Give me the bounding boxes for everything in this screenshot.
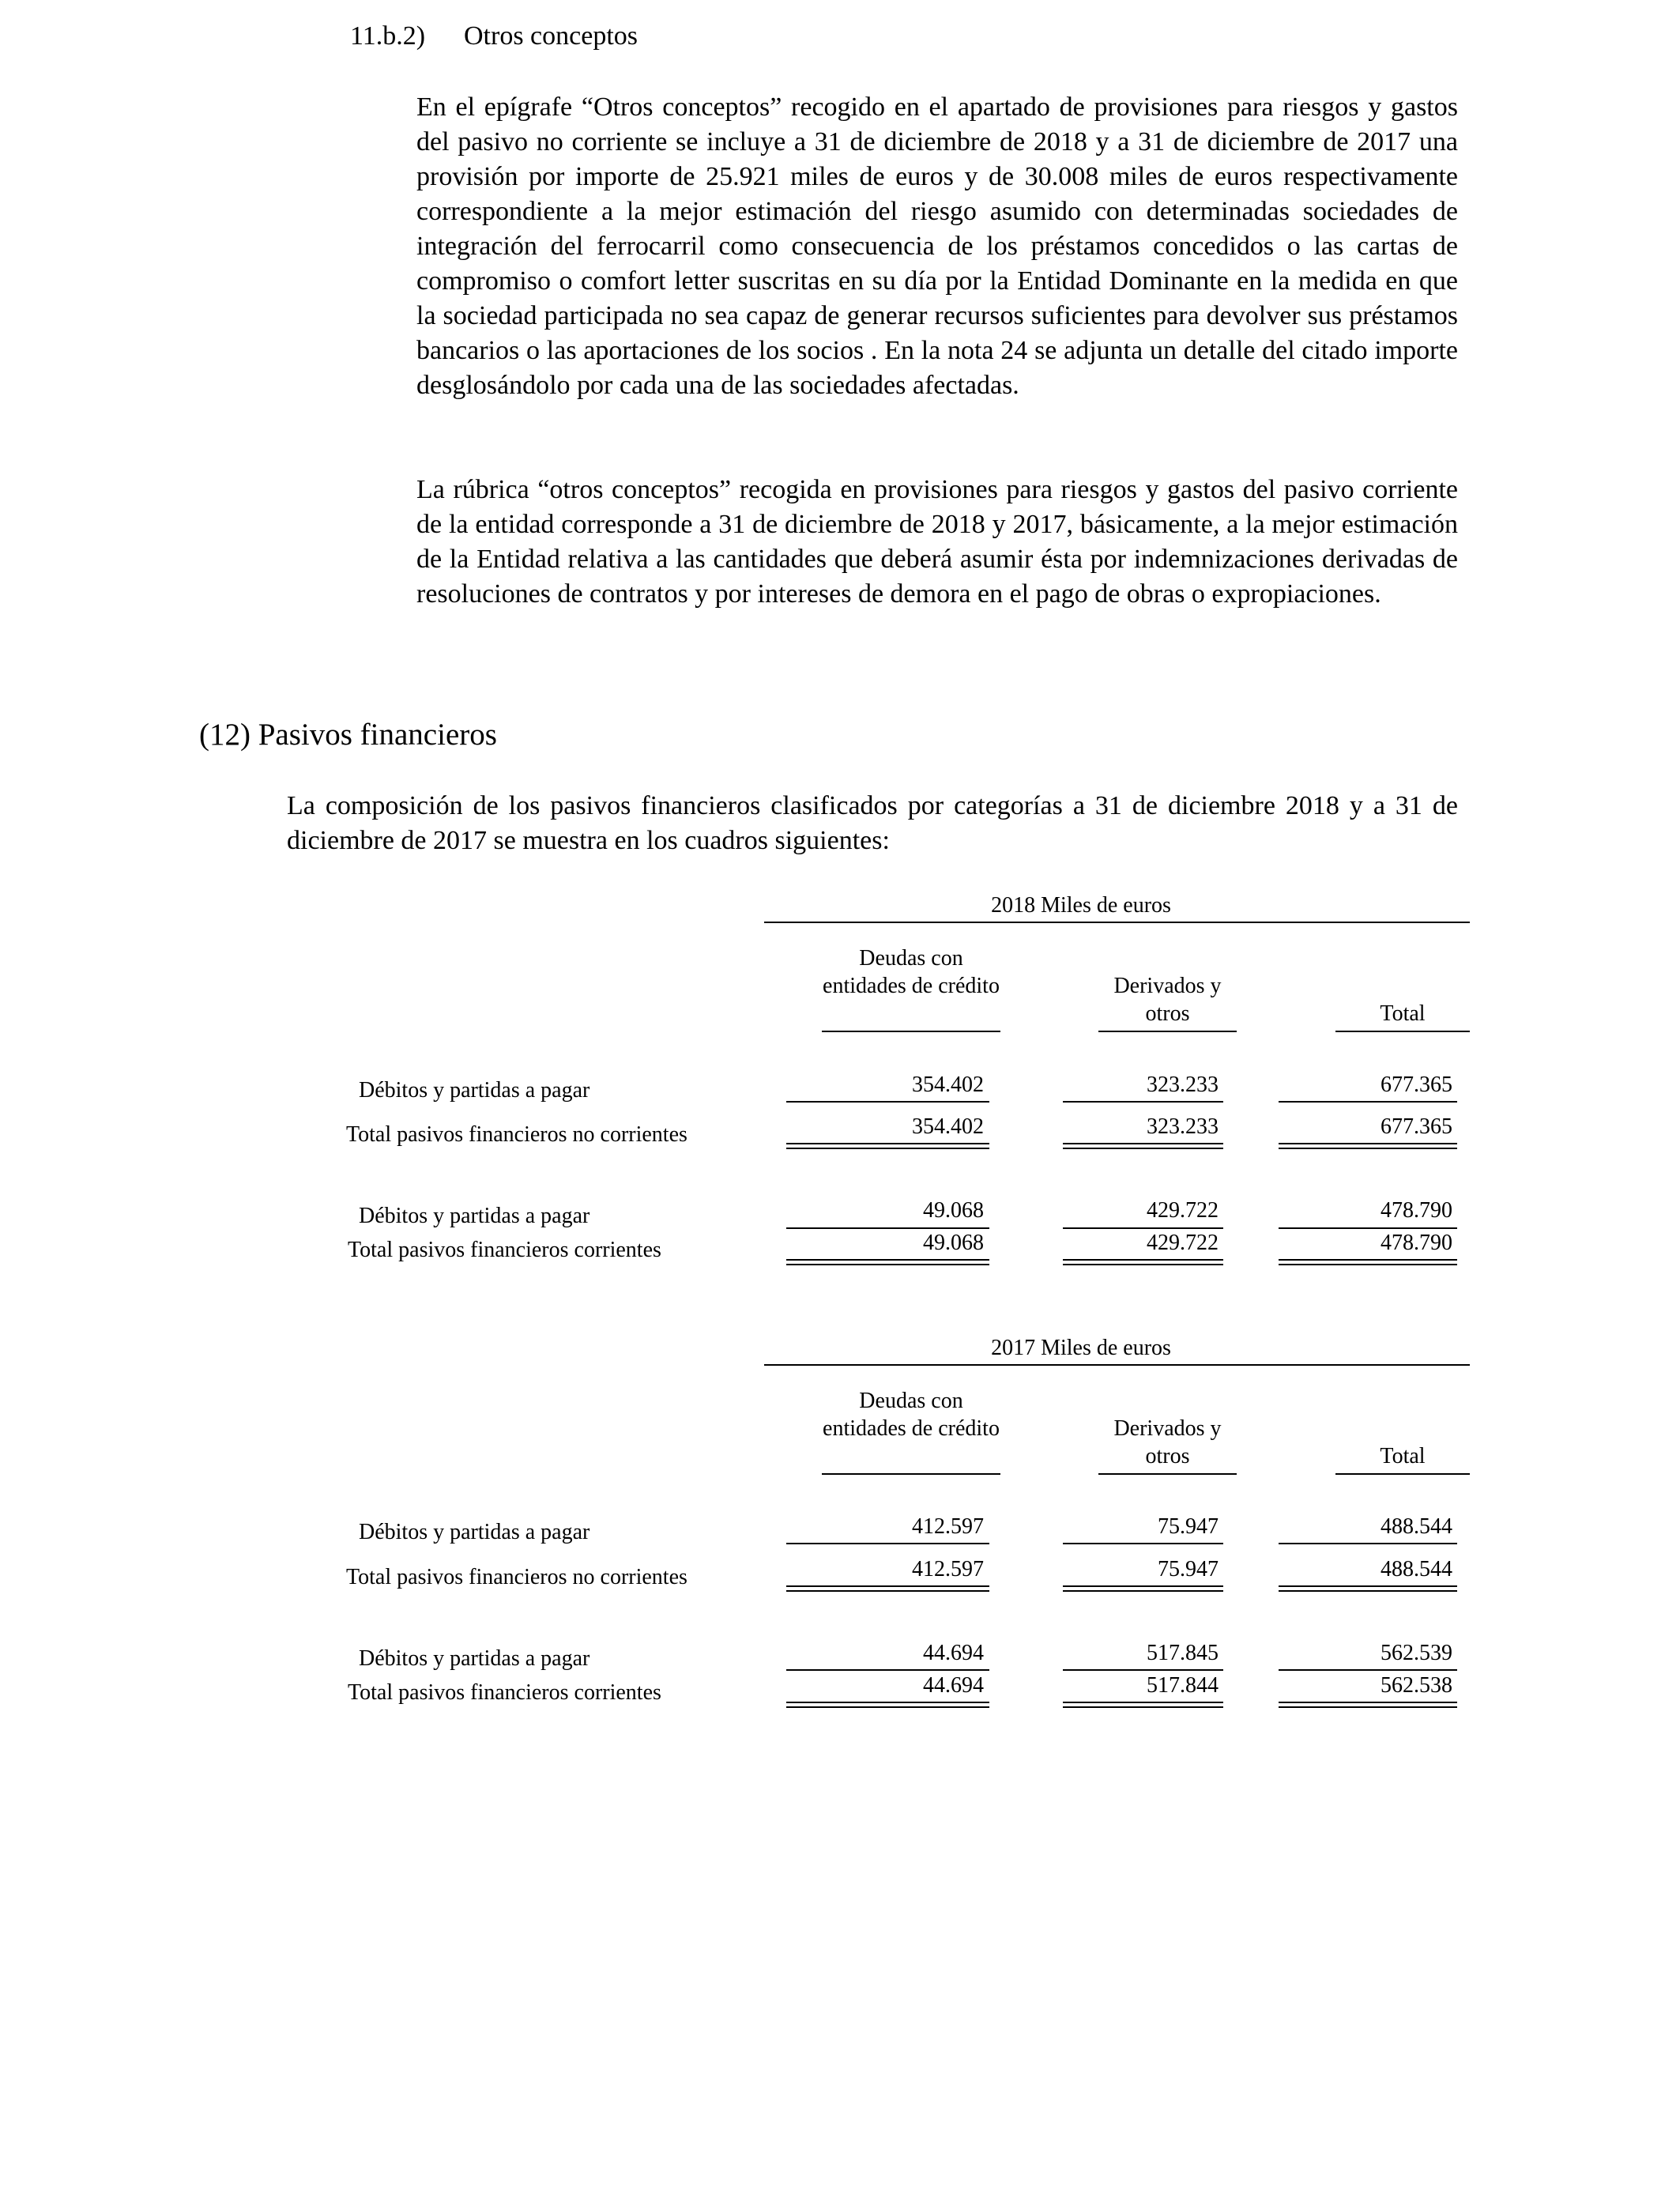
- total-double-rule: [1279, 1702, 1457, 1708]
- paragraph-otros-conceptos-2: La rúbrica “otros conceptos” recogida en provisiones para riesgos y gastos del pasivo corriente de la entidad corresponde a 31 de diciembre de 2018 y 2017, básicamente, a la mejor estimación de la Entidad relativa a las cantidades que deberá asumir ésta por indemnizaciones derivadas de resoluciones de contratos y por intereses de demora en el pago de obras o expropiaciones.: [416, 475, 1458, 609]
- total-double-rule: [786, 1585, 989, 1592]
- table-title-2017: 2017 Miles de euros: [991, 1336, 1171, 1360]
- paragraph-otros-conceptos-1: En el epígrafe “Otros conceptos” recogido en el apartado de provisiones para riesgos y gastos del pasivo no corriente se incluye a 31 de diciembre de 2018 y a 31 de diciembre de 2017 una provisión por importe de 25.921 miles de euros y de 30.008 miles de euros respectivamente correspondiente a la mejor estimación del riesgo asumido con determinadas sociedades de integración del ferrocarril como consecuencia de los préstamos concedidos o las cartas de compromiso o comfort letter suscritas en su día por la Entidad Dominante en la medida en que la sociedad participada no sea capaz de generar recursos suficientes para devolver sus préstamos bancarios o las aportaciones de los socios . En la nota 24 se adjunta un detalle del citado importe desglosándolo por cada una de las sociedades afectadas.: [416, 92, 1458, 400]
- column-header-rule: [1335, 1031, 1470, 1032]
- total-double-rule: [1063, 1143, 1223, 1149]
- column-header-rule: [822, 1473, 1000, 1475]
- cell-total: 677.365: [1381, 1114, 1452, 1139]
- row-label: Débitos y partidas a pagar: [359, 1078, 590, 1103]
- cell-total: 488.544: [1381, 1514, 1452, 1539]
- cell-derivados: 323.233: [1147, 1072, 1219, 1097]
- cell-deudas: 354.402: [912, 1114, 984, 1139]
- subtotal-rule: [1279, 1101, 1457, 1103]
- section-title: (12) Pasivos financieros: [199, 718, 497, 752]
- cell-derivados: 429.722: [1147, 1198, 1219, 1223]
- subsection-title: Otros conceptos: [464, 21, 638, 51]
- column-header-rule: [822, 1031, 1000, 1032]
- subtotal-rule: [1279, 1669, 1457, 1671]
- cell-deudas: 412.597: [912, 1557, 984, 1581]
- total-double-rule: [1063, 1702, 1223, 1708]
- column-header-rule: [1098, 1473, 1237, 1475]
- cell-derivados: 517.845: [1147, 1641, 1219, 1665]
- cell-deudas: 44.694: [923, 1641, 984, 1665]
- table-title-rule: [764, 922, 1470, 923]
- row-label: Total pasivos financieros no corrientes: [346, 1565, 687, 1589]
- cell-deudas: 49.068: [923, 1198, 984, 1223]
- total-double-rule: [1063, 1259, 1223, 1265]
- subtotal-rule: [786, 1101, 989, 1103]
- subtotal-rule: [786, 1543, 989, 1544]
- cell-total: 677.365: [1381, 1072, 1452, 1097]
- column-header-deudas: Deudas con entidades de crédito: [823, 1389, 1000, 1441]
- cell-total: 488.544: [1381, 1557, 1452, 1581]
- cell-deudas: 354.402: [912, 1072, 984, 1097]
- column-header-deudas: Deudas con entidades de crédito: [823, 946, 1000, 998]
- section-intro: La composición de los pasivos financieros clasificados por categorías a 31 de diciembre 2018 y a 31 de diciembre de 2017 se muestra en los cuadros siguientes:: [287, 791, 1458, 855]
- total-double-rule: [1279, 1143, 1457, 1149]
- cell-total: 562.538: [1381, 1673, 1452, 1698]
- cell-deudas: 49.068: [923, 1231, 984, 1255]
- column-header-rule: [1335, 1473, 1470, 1475]
- total-double-rule: [786, 1259, 989, 1265]
- row-label: Total pasivos financieros no corrientes: [346, 1122, 687, 1147]
- cell-total: 478.790: [1381, 1231, 1452, 1255]
- cell-deudas: 44.694: [923, 1673, 984, 1698]
- total-double-rule: [1279, 1259, 1457, 1265]
- subsection-number: 11.b.2): [350, 21, 426, 51]
- row-label: Total pasivos financieros corrientes: [348, 1238, 661, 1262]
- total-double-rule: [786, 1702, 989, 1708]
- subtotal-rule: [1279, 1543, 1457, 1544]
- row-label: Total pasivos financieros corrientes: [348, 1680, 661, 1705]
- column-header-derivados: Derivados y otros: [1113, 1416, 1222, 1468]
- row-label: Débitos y partidas a pagar: [359, 1520, 590, 1544]
- subtotal-rule: [1063, 1669, 1223, 1671]
- cell-derivados: 323.233: [1147, 1114, 1219, 1139]
- subtotal-rule: [786, 1669, 989, 1671]
- cell-deudas: 412.597: [912, 1514, 984, 1539]
- row-label: Débitos y partidas a pagar: [359, 1646, 590, 1671]
- column-header-derivados: Derivados y otros: [1113, 974, 1222, 1026]
- cell-total: 478.790: [1381, 1198, 1452, 1223]
- cell-derivados: 75.947: [1158, 1557, 1219, 1581]
- cell-derivados: 429.722: [1147, 1231, 1219, 1255]
- subtotal-rule: [1063, 1543, 1223, 1544]
- table-title-rule: [764, 1364, 1470, 1366]
- table-title-2018: 2018 Miles de euros: [991, 893, 1171, 918]
- cell-derivados: 75.947: [1158, 1514, 1219, 1539]
- subtotal-rule: [1063, 1101, 1223, 1103]
- total-double-rule: [1279, 1585, 1457, 1592]
- column-header-total: Total: [1380, 1001, 1426, 1026]
- total-double-rule: [1063, 1585, 1223, 1592]
- row-label: Débitos y partidas a pagar: [359, 1204, 590, 1228]
- cell-derivados: 517.844: [1147, 1673, 1219, 1698]
- cell-total: 562.539: [1381, 1641, 1452, 1665]
- column-header-rule: [1098, 1031, 1237, 1032]
- total-double-rule: [786, 1143, 989, 1149]
- column-header-total: Total: [1380, 1444, 1426, 1468]
